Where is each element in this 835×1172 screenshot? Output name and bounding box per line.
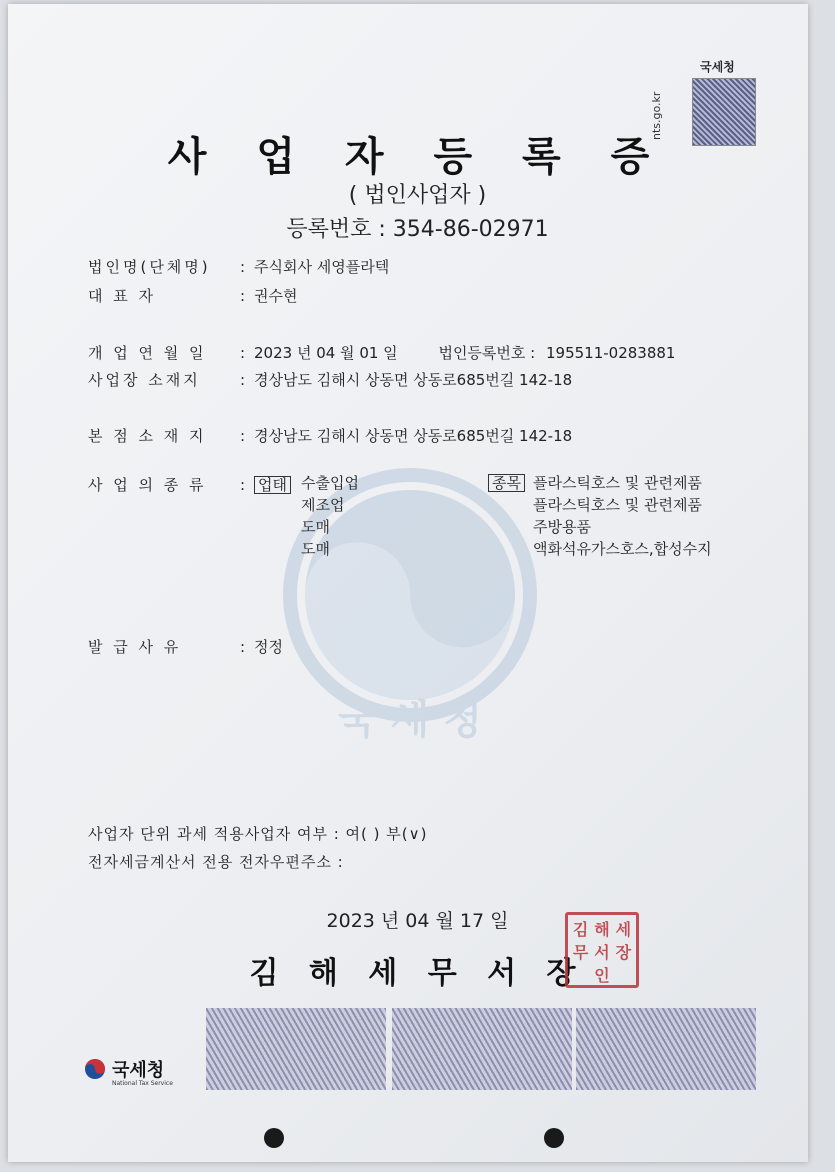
business-type-item: 수출입업 — [301, 474, 359, 492]
hq-label: 본 점 소 재 지 — [88, 427, 207, 445]
location-row: 사업장 소재지 : 경상남도 김해시 상동면 상동로685번길 142-18 — [88, 371, 573, 389]
business-item: 플라스틱호스 및 관련제품 — [533, 496, 702, 514]
rep-row: 대 표 자 : 권수현 — [88, 287, 298, 305]
reason-label: 발 급 사 유 — [88, 638, 182, 656]
official-seal: 김 해 세 무 서 장 인 — [565, 912, 639, 988]
registration-number: 등록번호 : 354-86-02971 — [286, 217, 549, 242]
nts-emblem-watermark — [245, 455, 575, 755]
reason-value: 정정 — [254, 638, 283, 656]
business-type-item: 도매 — [301, 518, 330, 536]
nts-logo-text: 국세청 — [112, 1060, 165, 1081]
type-box: 업태 — [254, 476, 291, 494]
qr-url: nts.go.kr — [650, 91, 663, 140]
item-box: 종목 — [488, 474, 525, 492]
rep-value: 권수현 — [254, 287, 298, 305]
corp-name-label: 법인명(단체명) — [88, 258, 211, 276]
corp-name-value: 주식회사 세영플라텍 — [254, 258, 390, 276]
item-box-wrap — [488, 472, 525, 494]
reason-row: 발 급 사 유 : 정정 — [88, 638, 283, 656]
issue-date: 2023 년 04 월 17 일 — [326, 910, 509, 932]
emblem-text: 국 세 청 — [338, 697, 482, 743]
business-type-item: 도매 — [301, 540, 330, 558]
business-row: 사 업 의 종 류 : 업태 — [88, 474, 291, 495]
qr-label: 국세청 — [700, 60, 735, 74]
issuing-office: 김 해 세 무 서 장 — [249, 956, 586, 991]
location-value: 경상남도 김해시 상동면 상동로685번길 142-18 — [254, 371, 573, 389]
business-types — [301, 472, 359, 560]
hq-value: 경상남도 김해시 상동면 상동로685번길 142-18 — [254, 427, 573, 445]
location-label: 사업장 소재지 — [88, 371, 201, 389]
rep-label: 대 표 자 — [88, 287, 157, 305]
punch-hole — [264, 1128, 284, 1148]
nts-logo-subtext: National Tax Service — [112, 1080, 173, 1087]
open-date-value: 2023 년 04 월 01 일 — [254, 344, 398, 362]
security-pattern-2 — [392, 1008, 572, 1090]
business-item: 액화석유가스호스,합성수지 — [533, 540, 712, 558]
business-item: 주방용품 — [533, 518, 591, 536]
business-item: 플라스틱호스 및 관련제품 — [533, 474, 702, 492]
nts-logo — [84, 1056, 164, 1082]
nts-logo-icon — [84, 1058, 106, 1080]
security-pattern-1 — [206, 1008, 386, 1090]
open-date-row: 개 업 연 월 일 : 2023 년 04 월 01 일 법인등록번호 : 195511-0283881 — [88, 344, 676, 362]
business-type-item: 제조업 — [301, 496, 345, 514]
corp-reg-value: 195511-0283881 — [546, 344, 676, 362]
business-label: 사 업 의 종 류 — [88, 476, 207, 494]
unit-tax-row: 사업자 단위 과세 적용사업자 여부 : 여( ) 부(∨) — [88, 825, 428, 843]
punch-hole — [544, 1128, 564, 1148]
corp-reg-label: 법인등록번호 : — [438, 344, 536, 362]
document-title: 사 업 자 등 록 증 — [167, 134, 668, 180]
security-pattern-3 — [576, 1008, 756, 1090]
email-row: 전자세금계산서 전용 전자우편주소 : — [88, 853, 344, 871]
document-subtitle: ( 법인사업자 ) — [348, 183, 487, 208]
open-date-label: 개 업 연 월 일 — [88, 344, 207, 362]
hq-row: 본 점 소 재 지 : 경상남도 김해시 상동면 상동로685번길 142-18 — [88, 427, 573, 445]
corp-name-row: 법인명(단체명) : 주식회사 세영플라텍 — [88, 258, 390, 276]
business-items — [533, 472, 712, 560]
